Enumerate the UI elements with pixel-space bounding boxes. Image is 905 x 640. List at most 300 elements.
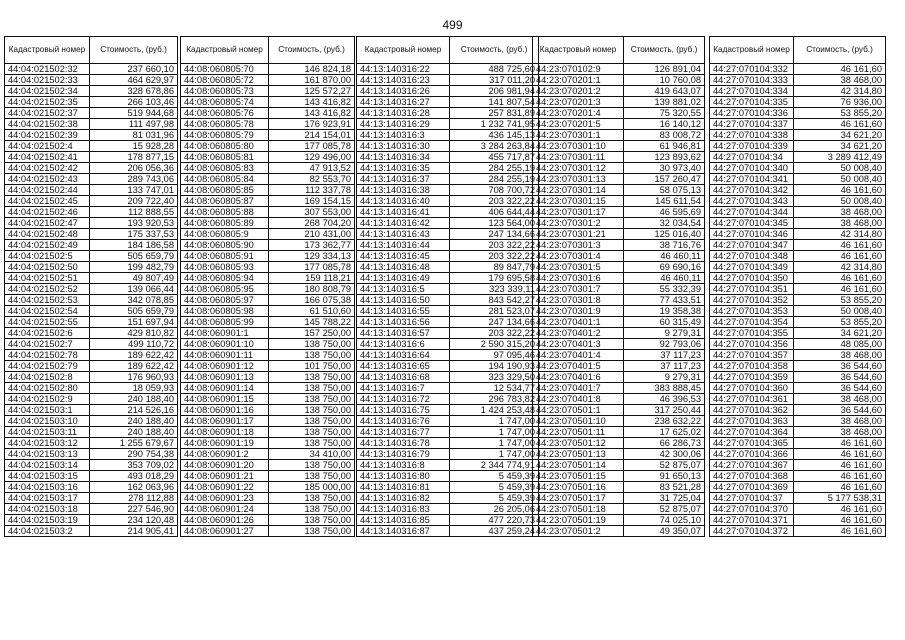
cadastral-number: 44:08:060901:20 — [181, 460, 269, 471]
cadastral-number: 44:23:070301:5 — [533, 262, 624, 273]
cadastral-number: 44:04:021502:43 — [5, 174, 90, 185]
table-row — [357, 427, 539, 438]
cost-value: 83 008,72 — [624, 130, 705, 141]
cost-value: 69 690,16 — [624, 262, 705, 273]
cadastral-number: 44:04:021502:50 — [5, 262, 90, 273]
cadastral-number: 44:23:070501:2 — [533, 526, 624, 537]
cadastral-table — [709, 36, 886, 537]
table-row — [533, 438, 705, 449]
cost-value: 38 468,00 — [794, 416, 886, 427]
table-row — [5, 427, 178, 438]
cost-value: 176 960,93 — [90, 372, 178, 383]
cost-value: 123 893,62 — [624, 152, 705, 163]
table-row — [710, 284, 886, 295]
cadastral-table — [532, 36, 705, 537]
cadastral-number: 44:23:070501:11 — [533, 427, 624, 438]
table-row — [5, 394, 178, 405]
table-row — [181, 130, 355, 141]
cadastral-number: 44:08:060805:78 — [181, 119, 269, 130]
cadastral-number: 44:04:021503:2 — [5, 526, 90, 537]
cadastral-number: 44:13:140316:34 — [357, 152, 450, 163]
cadastral-number: 44:23:070301:3 — [533, 240, 624, 251]
cost-value: 238 632,22 — [624, 416, 705, 427]
cost-value: 175 337,53 — [90, 229, 178, 240]
cost-value: 143 416,82 — [269, 97, 355, 108]
table-row — [710, 75, 886, 86]
table-row — [357, 218, 539, 229]
cost-value: 194 190,93 — [450, 361, 539, 372]
cost-value: 138 750,00 — [269, 383, 355, 394]
table-row — [181, 317, 355, 328]
cost-value: 157 250,00 — [269, 328, 355, 339]
table-row — [5, 449, 178, 460]
cadastral-number: 44:08:060901:12 — [181, 361, 269, 372]
table-row — [533, 75, 705, 86]
cost-value: 159 118,21 — [269, 273, 355, 284]
cadastral-number: 44:08:060805:88 — [181, 207, 269, 218]
cost-value: 193 920,53 — [90, 218, 178, 229]
cadastral-number: 44:27:070104:371 — [710, 515, 794, 526]
table-row — [5, 317, 178, 328]
cadastral-number: 44:04:021503:10 — [5, 416, 90, 427]
table-row — [710, 174, 886, 185]
cost-value: 83 521,28 — [624, 482, 705, 493]
cost-value: 46 161,60 — [794, 526, 886, 537]
table-row — [5, 163, 178, 174]
cadastral-number: 44:04:021503:16 — [5, 482, 90, 493]
cadastral-number: 44:08:060901:26 — [181, 515, 269, 526]
cadastral-number: 44:04:021503:19 — [5, 515, 90, 526]
cost-value: 268 704,20 — [269, 218, 355, 229]
cost-value: 519 944,68 — [90, 108, 178, 119]
table-row — [710, 471, 886, 482]
cost-value: 139 881,02 — [624, 97, 705, 108]
cost-value: 38 468,00 — [794, 75, 886, 86]
table-row — [5, 284, 178, 295]
cost-value: 138 750,00 — [269, 350, 355, 361]
cost-value: 133 747,01 — [90, 185, 178, 196]
cost-value: 488 725,60 — [450, 64, 539, 75]
table-row — [710, 416, 886, 427]
table-row — [710, 295, 886, 306]
cadastral-number: 44:04:021502:44 — [5, 185, 90, 196]
table-row — [710, 383, 886, 394]
cost-value: 17 625,02 — [624, 427, 705, 438]
cadastral-number: 44:08:060805:70 — [181, 64, 269, 75]
table-row — [5, 86, 178, 97]
table-row — [181, 273, 355, 284]
cadastral-number: 44:08:060901:23 — [181, 493, 269, 504]
cost-value: 278 112,88 — [90, 493, 178, 504]
table-row — [357, 515, 539, 526]
cadastral-number: 44:04:021503:17 — [5, 493, 90, 504]
cadastral-number: 44:23:070301:13 — [533, 174, 624, 185]
cost-value: 843 542,27 — [450, 295, 539, 306]
cost-value: 290 754,38 — [90, 449, 178, 460]
cost-value: 46 161,60 — [794, 240, 886, 251]
cadastral-number: 44:23:070401:1 — [533, 317, 624, 328]
table-row — [357, 185, 539, 196]
cadastral-number: 44:27:070104:365 — [710, 438, 794, 449]
cost-value: 46 460,11 — [624, 273, 705, 284]
cadastral-number: 44:08:060805:87 — [181, 196, 269, 207]
cost-value: 214 154,01 — [269, 130, 355, 141]
cadastral-number: 44:23:070301:17 — [533, 207, 624, 218]
cost-value: 129 496,00 — [269, 152, 355, 163]
cadastral-number: 44:04:021503:12 — [5, 438, 90, 449]
table-row — [5, 174, 178, 185]
cadastral-number: 44:23:070501:14 — [533, 460, 624, 471]
cadastral-number: 44:04:021502:9 — [5, 394, 90, 405]
table-row — [5, 207, 178, 218]
cost-value: 53 855,20 — [794, 108, 886, 119]
table-row — [710, 251, 886, 262]
cost-value: 477 220,73 — [450, 515, 539, 526]
table-header-row — [533, 37, 705, 64]
cadastral-number: 44:13:140316:44 — [357, 240, 450, 251]
cost-value: 46 161,60 — [794, 273, 886, 284]
cost-value: 139 066,44 — [90, 284, 178, 295]
cadastral-number: 44:23:070301:9 — [533, 306, 624, 317]
cadastral-number: 44:27:070104:345 — [710, 218, 794, 229]
table-row — [5, 218, 178, 229]
cadastral-number: 44:23:070301:14 — [533, 185, 624, 196]
cadastral-number: 44:08:060805:99 — [181, 317, 269, 328]
cadastral-number: 44:13:140316:55 — [357, 306, 450, 317]
cadastral-number: 44:08:060805:97 — [181, 295, 269, 306]
table-row — [357, 471, 539, 482]
cost-value: 5 459,39 — [450, 471, 539, 482]
cost-value: 464 629,97 — [90, 75, 178, 86]
table-header-row — [181, 37, 355, 64]
table-row — [5, 493, 178, 504]
cadastral-number: 44:23:070401:5 — [533, 361, 624, 372]
cadastral-number: 44:04:021502:54 — [5, 306, 90, 317]
table-row — [357, 460, 539, 471]
cadastral-number: 44:08:060901:17 — [181, 416, 269, 427]
cost-value: 46 161,60 — [794, 185, 886, 196]
cost-value: 296 783,82 — [450, 394, 539, 405]
table-row — [357, 163, 539, 174]
cost-value: 179 695,58 — [450, 273, 539, 284]
table-row — [181, 97, 355, 108]
cost-value: 138 750,00 — [269, 493, 355, 504]
cadastral-number: 44:27:070104:348 — [710, 251, 794, 262]
cost-value: 146 824,18 — [269, 64, 355, 75]
cadastral-number: 44:04:021502:55 — [5, 317, 90, 328]
cadastral-table — [4, 36, 178, 537]
table-row — [710, 185, 886, 196]
cadastral-number: 44:08:060901:18 — [181, 427, 269, 438]
cadastral-number: 44:13:140316:85 — [357, 515, 450, 526]
cadastral-number: 44:27:070104:332 — [710, 64, 794, 75]
cadastral-number: 44:13:140316:76 — [357, 416, 450, 427]
cadastral-number: 44:23:070201:5 — [533, 119, 624, 130]
cost-value: 185 000,00 — [269, 482, 355, 493]
cadastral-number: 44:27:070104:359 — [710, 372, 794, 383]
cost-value: 145 611,54 — [624, 196, 705, 207]
table-row — [181, 174, 355, 185]
cost-value: 49 807,49 — [90, 273, 178, 284]
cadastral-number: 44:08:060805:90 — [181, 240, 269, 251]
cadastral-number: 44:04:021502:45 — [5, 196, 90, 207]
cadastral-number: 44:08:060901:11 — [181, 350, 269, 361]
cost-value: 36 544,60 — [794, 383, 886, 394]
table-row — [533, 64, 705, 75]
table-row — [181, 207, 355, 218]
cadastral-number: 44:08:060805:85 — [181, 185, 269, 196]
cost-value: 2 590 315,20 — [450, 339, 539, 350]
table-row — [357, 174, 539, 185]
table-row — [533, 493, 705, 504]
table-row — [181, 350, 355, 361]
cadastral-number: 44:23:070301:1 — [533, 130, 624, 141]
cadastral-number: 44:23:070401:4 — [533, 350, 624, 361]
cadastral-number: 44:08:060805:94 — [181, 273, 269, 284]
cost-value: 138 750,00 — [269, 504, 355, 515]
table-row — [357, 240, 539, 251]
header-cost: Стоимость, (руб.) — [624, 37, 705, 64]
cadastral-number: 44:08:060805:93 — [181, 262, 269, 273]
cadastral-number: 44:13:140316:26 — [357, 86, 450, 97]
cost-value: 46 595,69 — [624, 207, 705, 218]
cost-value: 203 322,22 — [450, 196, 539, 207]
cadastral-number: 44:13:140316:22 — [357, 64, 450, 75]
cost-value: 247 134,66 — [450, 317, 539, 328]
table-row — [710, 317, 886, 328]
table-row — [357, 97, 539, 108]
table-row — [710, 218, 886, 229]
header-cost: Стоимость, (руб.) — [794, 37, 886, 64]
cost-value: 169 154,15 — [269, 196, 355, 207]
cadastral-number: 44:13:140316:80 — [357, 471, 450, 482]
cadastral-number: 44:04:021503:18 — [5, 504, 90, 515]
cost-value: 177 085,78 — [269, 262, 355, 273]
cost-value: 15 928,28 — [90, 141, 178, 152]
table-row — [533, 317, 705, 328]
cost-value: 5 459,39 — [450, 493, 539, 504]
cadastral-number: 44:23:070301:4 — [533, 251, 624, 262]
cost-value: 138 750,00 — [269, 471, 355, 482]
cost-value: 38 468,00 — [794, 218, 886, 229]
cadastral-number: 44:27:070104:370 — [710, 504, 794, 515]
cadastral-number: 44:13:140316:28 — [357, 108, 450, 119]
cadastral-number: 44:23:070401:2 — [533, 328, 624, 339]
cadastral-number: 44:04:021502:41 — [5, 152, 90, 163]
table-row — [533, 196, 705, 207]
cost-value: 37 117,23 — [624, 350, 705, 361]
table-row — [5, 328, 178, 339]
cost-value: 145 788,22 — [269, 317, 355, 328]
cost-value: 50 008,40 — [794, 306, 886, 317]
table-row — [533, 383, 705, 394]
cost-value: 81 031,96 — [90, 130, 178, 141]
table-row — [181, 64, 355, 75]
cost-value: 66 286,73 — [624, 438, 705, 449]
table-row — [181, 339, 355, 350]
cost-value: 50 008,40 — [794, 174, 886, 185]
cost-value: 12 534,77 — [450, 383, 539, 394]
table-row — [5, 97, 178, 108]
table-row — [710, 119, 886, 130]
cost-value: 52 875,07 — [624, 460, 705, 471]
cadastral-number: 44:08:060901:10 — [181, 339, 269, 350]
cost-value: 437 259,24 — [450, 526, 539, 537]
table-row — [5, 262, 178, 273]
table-row — [357, 262, 539, 273]
table-row — [357, 75, 539, 86]
cadastral-number: 44:23:070301:10 — [533, 141, 624, 152]
cost-value: 42 314,80 — [794, 229, 886, 240]
cadastral-number: 44:23:070501:13 — [533, 449, 624, 460]
table-row — [181, 438, 355, 449]
cost-value: 46 161,60 — [794, 438, 886, 449]
table-row — [181, 141, 355, 152]
table-row — [181, 196, 355, 207]
cadastral-number: 44:04:021502:38 — [5, 119, 90, 130]
table-row — [357, 372, 539, 383]
table-row — [357, 328, 539, 339]
cost-value: 353 709,02 — [90, 460, 178, 471]
table-row — [181, 328, 355, 339]
cadastral-number: 44:04:021503:14 — [5, 460, 90, 471]
table-row — [533, 449, 705, 460]
cadastral-number: 44:04:021502:39 — [5, 130, 90, 141]
cost-value: 42 300,06 — [624, 449, 705, 460]
cost-value: 1 255 679,67 — [90, 438, 178, 449]
cost-value: 58 075,13 — [624, 185, 705, 196]
table-row — [533, 460, 705, 471]
cost-value: 5 177 538,31 — [794, 493, 886, 504]
cadastral-number: 44:04:021502:80 — [5, 383, 90, 394]
cadastral-number: 44:23:070301:6 — [533, 273, 624, 284]
cadastral-number: 44:27:070104:351 — [710, 284, 794, 295]
cost-value: 138 750,00 — [269, 339, 355, 350]
header-cadastral-number: Кадастровый номер — [357, 37, 450, 64]
cadastral-number: 44:27:070104:335 — [710, 97, 794, 108]
cost-value: 125 572,27 — [269, 86, 355, 97]
table-row — [710, 328, 886, 339]
table-row — [357, 207, 539, 218]
cost-value: 234 120,48 — [90, 515, 178, 526]
table-row — [5, 251, 178, 262]
table-row — [533, 515, 705, 526]
table-row — [357, 152, 539, 163]
table-row — [710, 526, 886, 537]
cost-value: 209 722,40 — [90, 196, 178, 207]
table-header-row — [710, 37, 886, 64]
table-row — [181, 218, 355, 229]
cadastral-number: 44:23:070301:11 — [533, 152, 624, 163]
cadastral-table — [180, 36, 355, 537]
cost-value: 38 468,00 — [794, 394, 886, 405]
cadastral-number: 44:27:070104:349 — [710, 262, 794, 273]
table-row — [181, 75, 355, 86]
table-row — [710, 460, 886, 471]
cadastral-number: 44:23:070301:21 — [533, 229, 624, 240]
table-row — [357, 119, 539, 130]
cost-value: 46 161,60 — [794, 64, 886, 75]
table-row — [181, 416, 355, 427]
table-row — [533, 97, 705, 108]
table-row — [5, 108, 178, 119]
cost-value: 1 747,00 — [450, 427, 539, 438]
cadastral-number: 44:08:060901:19 — [181, 438, 269, 449]
table-row — [181, 86, 355, 97]
cadastral-number: 44:13:140316:82 — [357, 493, 450, 504]
cost-value: 37 117,23 — [624, 361, 705, 372]
cost-value: 317 011,20 — [450, 75, 539, 86]
cost-value: 166 075,38 — [269, 295, 355, 306]
header-cadastral-number: Кадастровый номер — [710, 37, 794, 64]
table-row — [181, 119, 355, 130]
cost-value: 46 161,60 — [794, 119, 886, 130]
cadastral-number: 44:08:060805:83 — [181, 163, 269, 174]
cost-value: 55 332,39 — [624, 284, 705, 295]
cost-value: 61 946,81 — [624, 141, 705, 152]
cost-value: 92 793,06 — [624, 339, 705, 350]
cadastral-number: 44:04:021502:52 — [5, 284, 90, 295]
cadastral-number: 44:08:060805:98 — [181, 306, 269, 317]
cadastral-number: 44:23:070401:3 — [533, 339, 624, 350]
table-row — [357, 394, 539, 405]
cost-value: 9 279,31 — [624, 328, 705, 339]
table-row — [5, 273, 178, 284]
table-row — [710, 108, 886, 119]
cost-value: 34 621,20 — [794, 141, 886, 152]
cost-value: 1 747,00 — [450, 449, 539, 460]
table-row — [710, 86, 886, 97]
table-row — [357, 251, 539, 262]
table-row — [181, 229, 355, 240]
cadastral-number: 44:13:140316:35 — [357, 163, 450, 174]
cost-value: 52 875,07 — [624, 504, 705, 515]
cadastral-number: 44:13:140316:5 — [357, 284, 450, 295]
table-row — [533, 119, 705, 130]
cost-value: 455 717,87 — [450, 152, 539, 163]
table-row — [357, 339, 539, 350]
cadastral-number: 44:08:060805:79 — [181, 130, 269, 141]
cost-value: 53 855,20 — [794, 317, 886, 328]
cost-value: 342 078,85 — [90, 295, 178, 306]
table-row — [357, 405, 539, 416]
cost-value: 189 622,42 — [90, 361, 178, 372]
table-row — [710, 273, 886, 284]
cost-value: 141 807,54 — [450, 97, 539, 108]
table-row — [181, 361, 355, 372]
cadastral-number: 44:08:060805:9 — [181, 229, 269, 240]
cadastral-number: 44:27:070104:367 — [710, 460, 794, 471]
table-row — [357, 526, 539, 537]
cadastral-number: 44:13:140316:45 — [357, 251, 450, 262]
table-row — [357, 383, 539, 394]
cadastral-number: 44:04:021502:53 — [5, 295, 90, 306]
cadastral-number: 44:04:021503:13 — [5, 449, 90, 460]
table-row — [181, 262, 355, 273]
table-row — [533, 141, 705, 152]
cadastral-number: 44:13:140316:48 — [357, 262, 450, 273]
cadastral-number: 44:04:021503:11 — [5, 427, 90, 438]
table-row — [533, 306, 705, 317]
cost-value: 406 644,44 — [450, 207, 539, 218]
table-row — [533, 471, 705, 482]
table-row — [181, 449, 355, 460]
table-row — [357, 86, 539, 97]
cadastral-number: 44:27:070104:334 — [710, 86, 794, 97]
table-row — [710, 427, 886, 438]
cost-value: 30 973,40 — [624, 163, 705, 174]
cadastral-number: 44:23:070401:6 — [533, 372, 624, 383]
